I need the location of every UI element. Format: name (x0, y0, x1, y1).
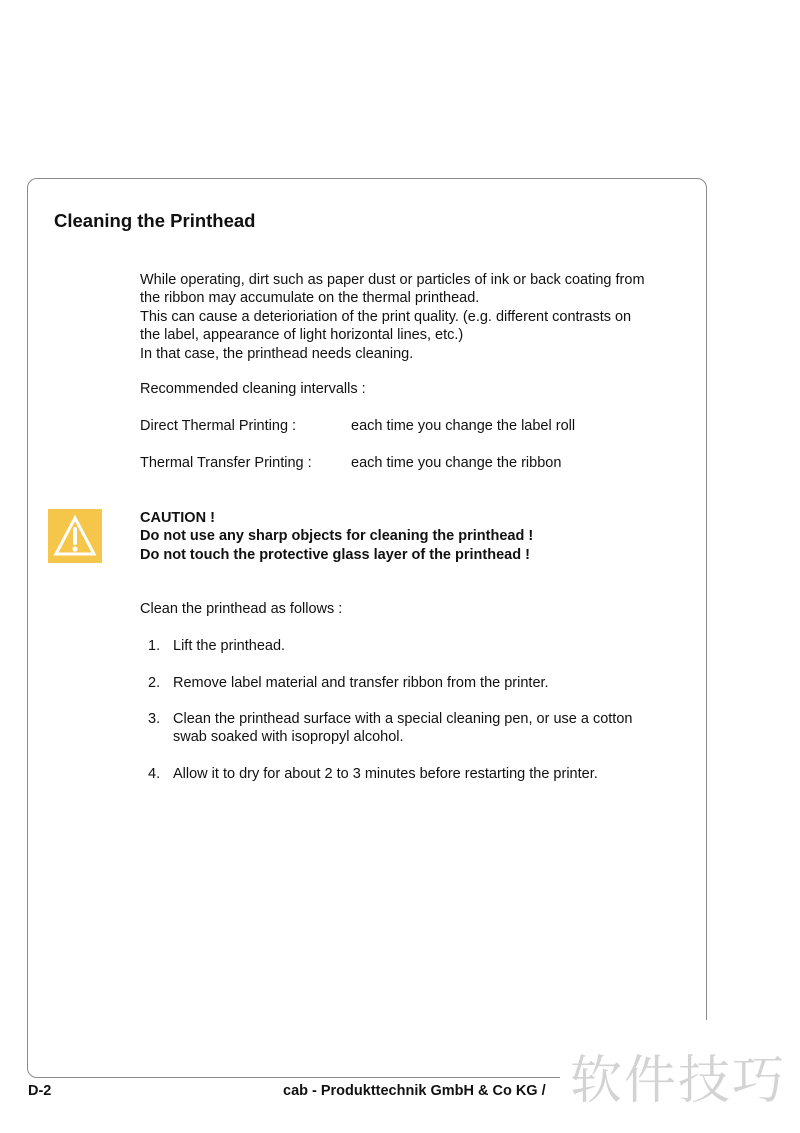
caution-line: Do not touch the protective glass layer of the printhead ! (140, 546, 530, 563)
interval-label: Direct Thermal Printing : (140, 418, 297, 434)
step-number: 2. (148, 675, 161, 691)
warning-triangle-icon (48, 509, 102, 563)
interval-value: each time you change the label roll (351, 418, 576, 434)
procedure-heading: Clean the printhead as follows : (140, 601, 343, 617)
step-line: Allow it to dry for about 2 to 3 minutes before restarting the printer. (173, 766, 598, 782)
step-text (173, 637, 693, 655)
intro-line: While operating, dirt such as paper dust or particles of ink or back coating from (140, 272, 645, 288)
intro-line: the ribbon may accumulate on the thermal printhead. (140, 290, 480, 307)
intro-line: the label, appearance of light horizontal lines, etc.) (140, 327, 464, 344)
step-number: 1. (148, 638, 161, 654)
interval-value: each time you change the ribbon (351, 455, 562, 471)
caution-block (140, 509, 700, 564)
recommended-heading: Recommended cleaning intervalls : (140, 381, 366, 397)
step-line: swab soaked with isopropyl alcohol. (173, 729, 404, 746)
caution-heading: CAUTION ! (140, 510, 215, 526)
intro-line: This can cause a deterioriation of the print quality. (e.g. different contrasts on (140, 308, 632, 325)
step-number: 3. (148, 711, 161, 727)
caution-line: Do not use any sharp objects for cleaning the printhead ! (140, 528, 534, 545)
step-text (173, 710, 693, 747)
step-line: Clean the printhead surface with a special cleaning pen, or use a cotton (173, 711, 633, 727)
step-text (173, 765, 693, 783)
intro-paragraph (140, 271, 700, 363)
interval-label: Thermal Transfer Printing : (140, 455, 312, 471)
watermark-text: 软件技巧 (570, 1051, 787, 1111)
footer-company: cab - Produkttechnik GmbH & Co KG / (283, 1083, 546, 1099)
page-title: Cleaning the Printhead (54, 210, 256, 231)
footer-page-number: D-2 (28, 1083, 52, 1099)
step-line: Lift the printhead. (173, 638, 286, 654)
intro-line: In that case, the printhead needs cleaning. (140, 345, 414, 362)
step-number: 4. (148, 766, 161, 782)
step-text (173, 674, 693, 692)
watermark (560, 1020, 800, 1133)
step-line: Remove label material and transfer ribbon from the printer. (173, 675, 549, 691)
